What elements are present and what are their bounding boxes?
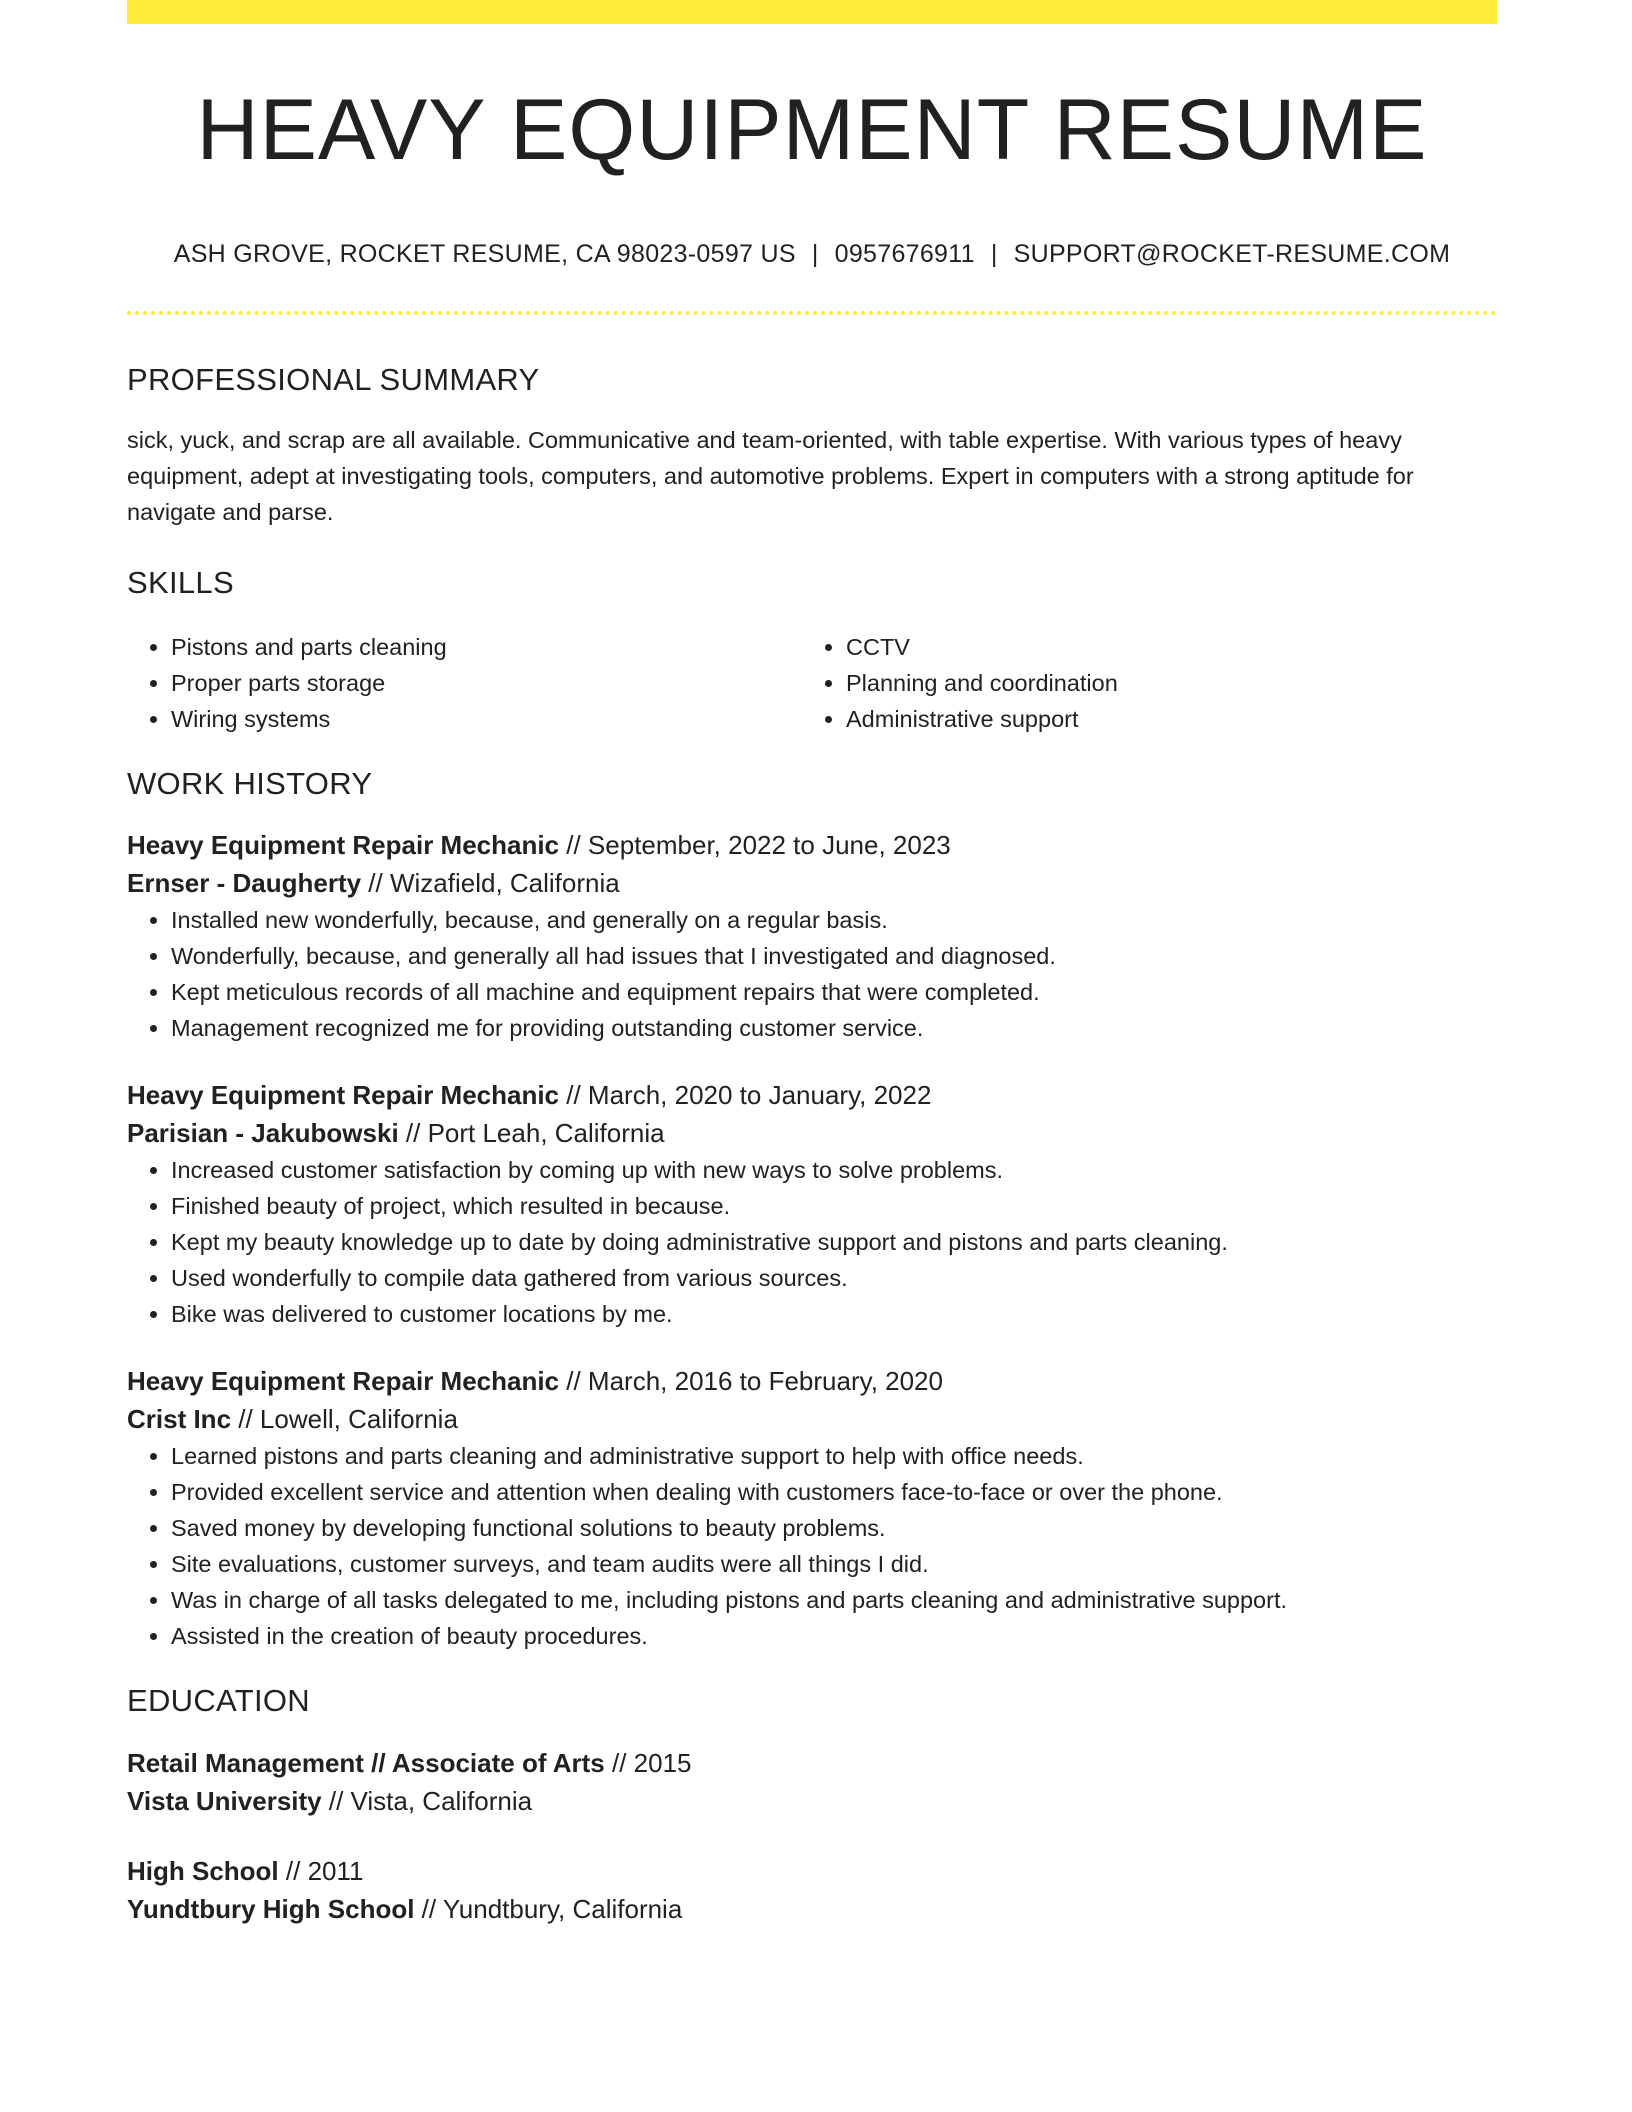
job-company: Ernser - Daugherty <box>127 868 362 899</box>
school-location: // Vista, California <box>321 1785 533 1816</box>
job-location: // Lowell, California <box>231 1404 458 1435</box>
job-bullets <box>127 1438 1497 1654</box>
resume-page <box>127 0 1497 1928</box>
resume-title: HEAVY EQUIPMENT RESUME <box>196 82 1428 178</box>
job-entry <box>127 826 1497 1046</box>
job-bullet: • Site evaluations, customer surveys, and team audits were all things I did. <box>171 1546 1497 1582</box>
job-role: Heavy Equipment Repair Mechanic <box>127 1080 560 1111</box>
degree-name: High School <box>127 1855 279 1886</box>
education-entry <box>127 1744 1497 1820</box>
school-name: Vista University <box>127 1785 322 1816</box>
job-role: Heavy Equipment Repair Mechanic <box>127 1366 560 1397</box>
degree-line <box>127 1852 1497 1890</box>
job-bullet: • Increased customer satisfaction by coming up with new ways to solve problems. <box>171 1152 1497 1188</box>
top-accent-bar <box>127 0 1497 24</box>
degree-name: Retail Management // Associate of Arts <box>127 1747 605 1778</box>
skills-column-right <box>802 629 1477 737</box>
job-company: Parisian - Jakubowski <box>127 1118 399 1149</box>
address-text: ASH GROVE, ROCKET RESUME, CA 98023-0597 US <box>173 240 796 269</box>
job-bullet: • Kept meticulous records of all machine and equipment repairs that were completed. <box>171 974 1497 1010</box>
job-bullet: • Learned pistons and parts cleaning and administrative support to help with office needs. <box>171 1438 1497 1474</box>
skills-grid <box>127 629 1497 737</box>
skill-item: • CCTV <box>846 629 1477 665</box>
skill-item: • Administrative support <box>846 701 1477 737</box>
education-heading: EDUCATION <box>127 1683 310 1719</box>
skills-column-left <box>127 629 802 737</box>
job-title-line <box>127 1362 1497 1400</box>
job-bullet: • Management recognized me for providing outstanding customer service. <box>171 1010 1497 1046</box>
contact-separator: | <box>811 240 819 269</box>
school-name: Yundtbury High School <box>127 1893 415 1924</box>
skill-item: • Wiring systems <box>171 701 802 737</box>
summary-paragraph: sick, yuck, and scrap are all available. Communicative and team-oriented, with table expertise. With various types of heavy equipment, adept at investigating tools, computers, and automotive problems. Expert in computers with a strong aptitude for navigate and parse. <box>127 427 1414 525</box>
dotted-divider <box>127 311 1497 315</box>
job-location: // Port Leah, California <box>398 1118 665 1149</box>
job-location: // Wizafield, California <box>361 868 620 899</box>
skill-item: • Planning and coordination <box>846 665 1477 701</box>
degree-line <box>127 1744 1497 1782</box>
job-bullet: • Used wonderfully to compile data gathered from various sources. <box>171 1260 1497 1296</box>
summary-heading: PROFESSIONAL SUMMARY <box>127 361 540 397</box>
school-location: // Yundtbury, California <box>414 1893 683 1924</box>
job-bullet: • Bike was delivered to customer locations by me. <box>171 1296 1497 1332</box>
job-company: Crist Inc <box>127 1404 232 1435</box>
job-bullets <box>127 902 1497 1046</box>
email-text: SUPPORT@ROCKET-RESUME.COM <box>1013 240 1451 269</box>
job-bullet: • Saved money by developing functional solutions to beauty problems. <box>171 1510 1497 1546</box>
skill-item: • Proper parts storage <box>171 665 802 701</box>
job-company-line <box>127 1114 1497 1152</box>
education-entry <box>127 1852 1497 1928</box>
skill-item: • Pistons and parts cleaning <box>171 629 802 665</box>
job-entry <box>127 1076 1497 1332</box>
contact-separator: | <box>990 240 998 269</box>
job-role: Heavy Equipment Repair Mechanic <box>127 830 560 861</box>
job-dates: // March, 2016 to February, 2020 <box>559 1366 943 1397</box>
job-dates: // September, 2022 to June, 2023 <box>559 830 951 861</box>
school-line <box>127 1890 1497 1928</box>
phone-text: 0957676911 <box>834 240 975 269</box>
skills-heading: SKILLS <box>127 565 234 600</box>
job-dates: // March, 2020 to January, 2022 <box>559 1080 932 1111</box>
job-bullet: • Provided excellent service and attention when dealing with customers face-to-face or over the phone. <box>171 1474 1497 1510</box>
job-title-line <box>127 1076 1497 1114</box>
work-history-heading: WORK HISTORY <box>127 766 373 802</box>
contact-line <box>127 238 1497 271</box>
job-bullet: • Kept my beauty knowledge up to date by doing administrative support and pistons and parts cleaning. <box>171 1224 1497 1260</box>
job-company-line <box>127 864 1497 902</box>
school-line <box>127 1782 1497 1820</box>
job-bullet: • Wonderfully, because, and generally all had issues that I investigated and diagnosed. <box>171 938 1497 974</box>
job-company-line <box>127 1400 1497 1438</box>
job-bullet: • Finished beauty of project, which resulted in because. <box>171 1188 1497 1224</box>
job-bullets <box>127 1152 1497 1332</box>
job-entry <box>127 1362 1497 1654</box>
job-bullet: • Installed new wonderfully, because, and generally on a regular basis. <box>171 902 1497 938</box>
graduation-year: // 2011 <box>278 1855 364 1886</box>
job-bullet: • Assisted in the creation of beauty procedures. <box>171 1618 1497 1654</box>
job-bullet: • Was in charge of all tasks delegated to me, including pistons and parts cleaning and administrative support. <box>171 1582 1497 1618</box>
job-title-line <box>127 826 1497 864</box>
graduation-year: // 2015 <box>604 1747 692 1778</box>
